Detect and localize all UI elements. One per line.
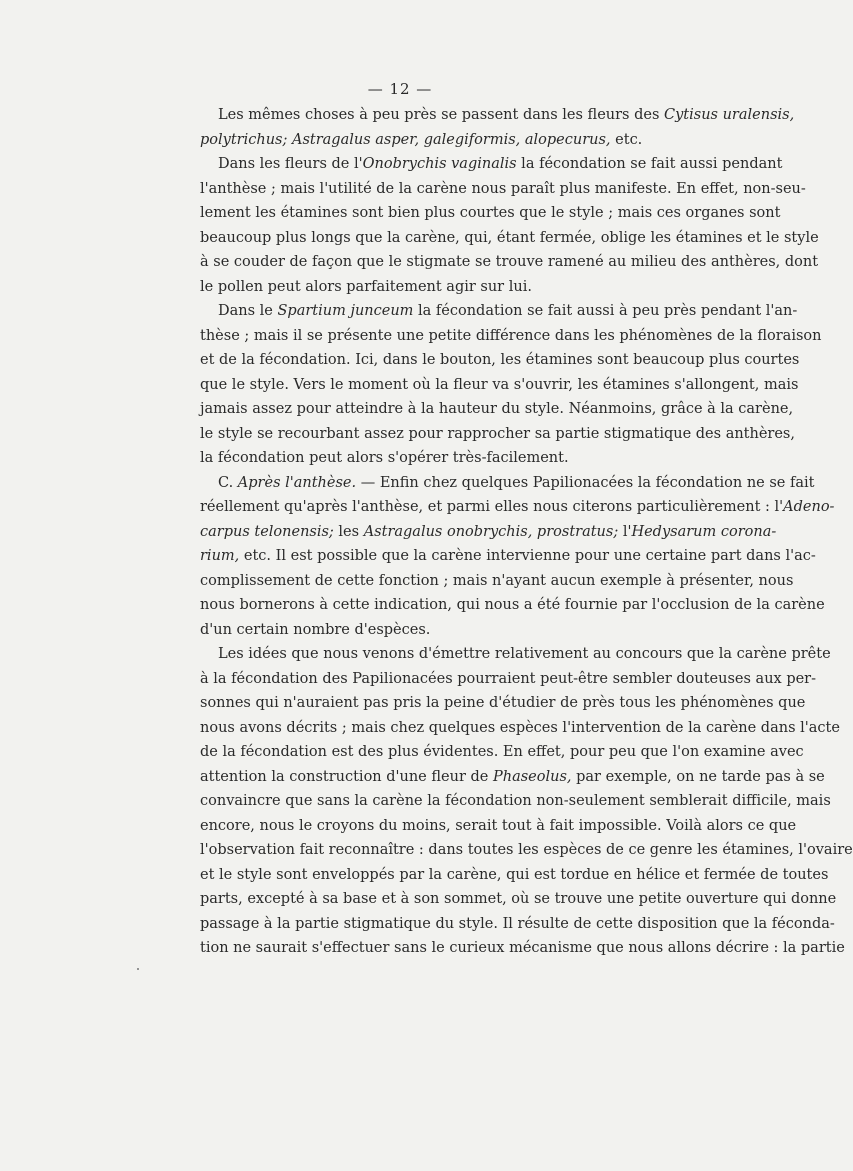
text-line	[200, 691, 806, 716]
text-run: la fécondation se fait aussi pendant	[516, 156, 783, 172]
text-run: le style se recourbant assez pour rapprocher sa partie stigmatique des anthères,	[200, 425, 795, 442]
text-run: etc. Il est possible que la carène intervienne pour une certaine part dans l'ac-	[239, 548, 816, 564]
text-run: et de la fécondation. Ici, dans le bouton, les étamines sont beaucoup plus courtes	[200, 352, 800, 368]
text-run: le pollen peut alors parfaitement agir sur lui.	[200, 278, 532, 295]
text-run: jamais assez pour atteindre à la hauteur du style. Néanmoins, grâce à la carène,	[200, 401, 794, 417]
text-line	[200, 863, 829, 888]
text-line	[200, 226, 819, 251]
paragraph	[200, 299, 822, 471]
text-run: parts, excepté à sa base et à son sommet, où se trouve une petite ouverture qui donne	[200, 891, 837, 907]
text-line	[200, 299, 798, 324]
text-run: complissement de cette fonction ; mais n'ayant aucun exemple à présenter, nous	[200, 572, 794, 589]
text-line	[200, 569, 794, 594]
text-line	[200, 765, 825, 790]
text-run: à se couder de façon que le stigmate se trouve ramené au milieu des anthères, dont	[200, 254, 819, 270]
italic-text: carpus telonensis;	[200, 523, 334, 540]
text-line	[200, 544, 816, 569]
text-run: réellement qu'après l'anthèse, et parmi elles nous citerons particulièrement : l'	[200, 499, 784, 515]
text-run: etc.	[610, 131, 643, 148]
text-line	[200, 275, 766, 300]
italic-text: Spartium junceum	[277, 303, 414, 319]
text-line	[200, 373, 799, 398]
paragraph	[200, 103, 795, 152]
text-line	[200, 642, 831, 667]
text-run: C.	[218, 474, 238, 491]
text-run: d'un certain nombre d'espèces.	[200, 621, 431, 638]
text-line	[200, 520, 777, 545]
italic-text: Astragalus onobrychis, prostratus;	[363, 523, 619, 540]
text-run: l'	[618, 523, 632, 540]
text-run: que le style. Vers le moment où la fleur va s'ouvrir, les étamines s'allongent, mais	[200, 376, 799, 393]
text-run: sonnes qui n'auraient pas pris la peine d'étudier de près tous les phénomènes que	[200, 695, 806, 711]
text-line	[200, 740, 804, 765]
text-run: beaucoup plus longs que la carène, qui, étant fermée, oblige les étamines et le style	[200, 229, 819, 246]
italic-text: Hedysarum corona-	[631, 523, 777, 540]
text-run: thèse ; mais il se présente une petite différence dans les phénomènes de la floraison	[200, 327, 822, 344]
text-run: de la fécondation est des plus évidentes. En effet, pour peu que l'on examine avec	[200, 744, 804, 760]
text-run: la fécondation se fait aussi à peu près pendant l'an-	[413, 303, 798, 319]
text-run: Les mêmes choses à peu près se passent dans les fleurs des	[218, 107, 665, 123]
text-line	[200, 593, 825, 618]
text-run: les	[333, 523, 364, 540]
text-run: attention la construction d'une fleur de	[200, 768, 493, 785]
text-line	[200, 177, 806, 202]
text-run: nous avons décrits ; mais chez quelques espèces l'intervention de la carène dans l'acte	[200, 719, 840, 736]
text-run: l'anthèse ; mais l'utilité de la carène nous paraît plus manifeste. En effet, non-seu-	[200, 180, 806, 197]
text-line	[200, 667, 817, 692]
text-line	[200, 422, 795, 447]
text-line	[200, 887, 837, 912]
paragraph	[200, 642, 853, 961]
text-line	[200, 618, 766, 643]
text-line	[200, 250, 819, 275]
text-line	[200, 201, 781, 226]
text-run: la fécondation peut alors s'opérer très-facilement.	[200, 450, 569, 466]
text-line	[200, 348, 800, 373]
text-run: à la fécondation des Papilionacées pourraient peut-être sembler douteuses aux per-	[200, 670, 817, 687]
text-run: l'observation fait reconnaître : dans toutes les espèces de ce genre les étamines, l'ovaire	[200, 842, 853, 858]
italic-text: Cytisus uralensis,	[664, 107, 795, 123]
text-run: passage à la partie stigmatique du style. Il résulte de cette disposition que la féconda-	[200, 915, 835, 932]
text-run: et le style sont enveloppés par la carène, qui est tordue en hélice et fermée de toutes	[200, 866, 829, 883]
italic-text: Phaseolus,	[492, 768, 572, 785]
text-line	[200, 103, 795, 128]
text-line	[200, 471, 815, 496]
italic-text: Onobrychis vaginalis	[362, 156, 517, 172]
text-line	[200, 838, 853, 863]
text-run: nous bornerons à cette indication, qui nous a été fournie par l'occlusion de la carène	[200, 597, 825, 613]
text-line	[200, 716, 840, 741]
italic-text: rium,	[200, 548, 240, 564]
paper-speck	[137, 968, 139, 970]
paragraph	[200, 471, 835, 643]
text-line	[200, 936, 845, 961]
page-number: — 12 —	[367, 80, 433, 98]
italic-text: Adeno-	[783, 499, 835, 515]
text-run: encore, nous le croyons du moins, serait tout à fait impossible. Voilà alors ce que	[200, 817, 797, 834]
text-run: Dans le	[218, 303, 278, 319]
text-line	[200, 495, 835, 520]
text-run: par exemple, on ne tarde pas à se	[571, 768, 825, 785]
text-line	[200, 397, 794, 422]
body-text	[200, 103, 853, 961]
text-run: convaincre que sans la carène la fécondation non-seulement semblerait difficile, mais	[200, 793, 831, 809]
text-run: lement les étamines sont bien plus courtes que le style ; mais ces organes sont	[200, 205, 781, 221]
text-line	[200, 789, 831, 814]
text-line	[200, 912, 835, 937]
italic-text: Après l'anthèse.	[237, 474, 357, 491]
text-line	[200, 814, 797, 839]
text-run: Les idées que nous venons d'émettre relativement au concours que la carène prête	[218, 646, 831, 662]
italic-text: polytrichus; Astragalus asper, galegiformis, alopecurus,	[200, 131, 611, 148]
text-run: — Enfin chez quelques Papilionacées la fécondation ne se fait	[356, 474, 815, 491]
paragraph	[200, 152, 819, 299]
text-line	[200, 324, 822, 349]
text-line	[200, 128, 766, 153]
text-line	[200, 152, 783, 177]
text-run: tion ne saurait s'effectuer sans le curieux mécanisme que nous allons décrire : la partie	[200, 940, 845, 956]
text-run: Dans les fleurs de l'	[218, 156, 363, 172]
text-line	[200, 446, 766, 471]
